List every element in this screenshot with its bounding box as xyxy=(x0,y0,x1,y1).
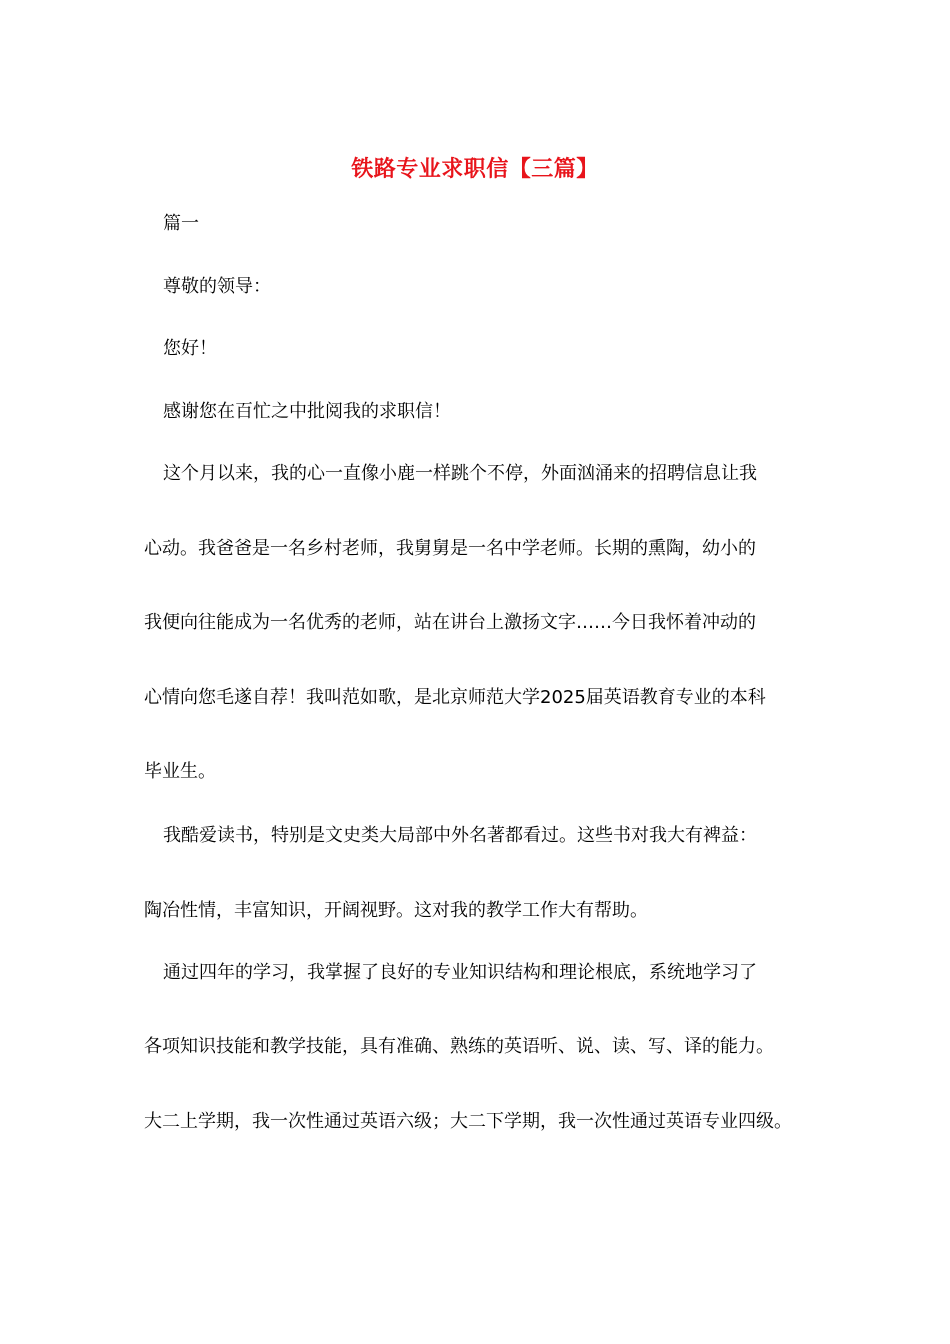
salutation: 尊敬的领导： xyxy=(163,276,271,297)
greeting: 您好！ xyxy=(163,338,217,359)
paragraph-line: 心动。我爸爸是一名乡村老师，我舅舅是一名中学老师。长期的熏陶，幼小的 xyxy=(144,538,756,559)
paragraph-line: 通过四年的学习，我掌握了良好的专业知识结构和理论根底，系统地学习了 xyxy=(163,962,757,983)
paragraph-line: 感谢您在百忙之中批阅我的求职信！ xyxy=(163,401,451,422)
paragraph-line: 我便向往能成为一名优秀的老师，站在讲台上激扬文字……今日我怀着冲动的 xyxy=(144,612,756,633)
paragraph-line: 毕业生。 xyxy=(144,761,216,782)
paragraph-line: 我酷爱读书，特别是文史类大局部中外名著都看过。这些书对我大有裨益： xyxy=(163,825,757,846)
paragraph-line: 心情向您毛遂自荐！我叫范如歌，是北京师范大学2025届英语教育专业的本科 xyxy=(144,687,766,708)
paragraph-line: 各项知识技能和教学技能，具有准确、熟练的英语听、说、读、写、译的能力。 xyxy=(144,1036,774,1057)
document-title: 铁路专业求职信【三篇】 xyxy=(351,156,599,182)
paragraph-line: 大二上学期，我一次性通过英语六级；大二下学期，我一次性通过英语专业四级。 xyxy=(144,1111,792,1132)
section-heading: 篇一 xyxy=(163,213,199,234)
paragraph-line: 这个月以来，我的心一直像小鹿一样跳个不停，外面汹涌来的招聘信息让我 xyxy=(163,463,757,484)
paragraph-line: 陶冶性情，丰富知识，开阔视野。这对我的教学工作大有帮助。 xyxy=(144,900,648,921)
